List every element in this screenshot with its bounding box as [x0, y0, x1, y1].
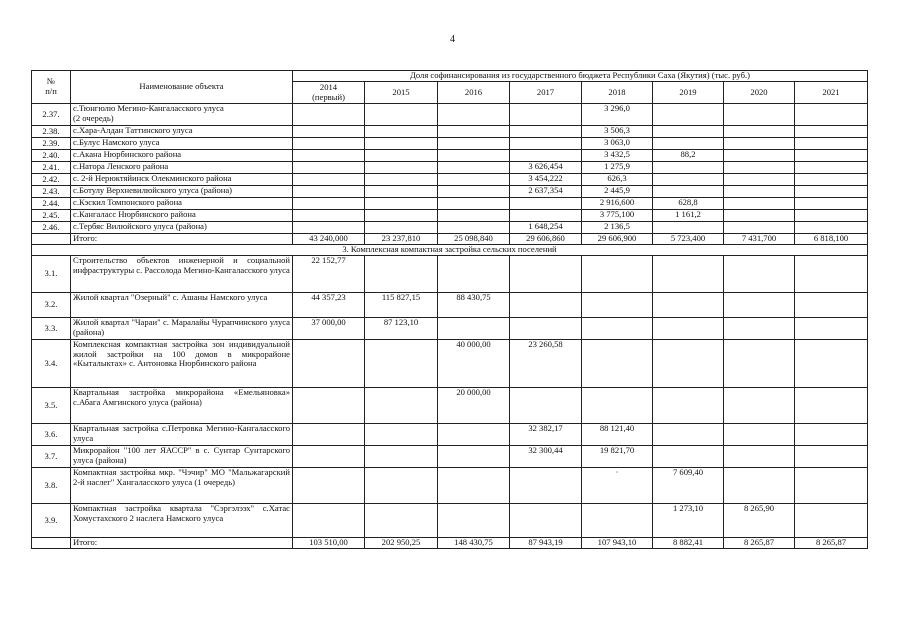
- header-year: 2019: [653, 82, 724, 104]
- row-number: 2.44.: [32, 198, 71, 210]
- table-row: [32, 340, 868, 388]
- row-value: 44 357,23: [293, 293, 365, 318]
- row-value: 32 300,44: [510, 446, 582, 468]
- row-value: [653, 340, 724, 388]
- row-value: [510, 504, 582, 538]
- table-row: [32, 293, 868, 318]
- row-value: [438, 318, 510, 340]
- total-value: 87 943,19: [510, 538, 582, 549]
- row-value: [365, 104, 438, 126]
- row-value: [653, 424, 724, 446]
- row-name: с.Булус Намского улуса: [71, 138, 293, 150]
- row-value: [365, 198, 438, 210]
- row-value: [293, 388, 365, 424]
- row-value: [795, 424, 868, 446]
- row-value: [724, 126, 795, 138]
- row-number: 3.1.: [32, 256, 71, 293]
- table-row: [32, 468, 868, 504]
- row-value: [365, 256, 438, 293]
- row-value: 1 275,9: [582, 162, 653, 174]
- row-number: 3.5.: [32, 388, 71, 424]
- row-value: [438, 424, 510, 446]
- row-value: [795, 162, 868, 174]
- row-name: с.Кэскил Томпонского района: [71, 198, 293, 210]
- row-value: [365, 210, 438, 222]
- row-value: [293, 138, 365, 150]
- row-value: 115 827,15: [365, 293, 438, 318]
- row-name: с.Акана Нюрбинского района: [71, 150, 293, 162]
- row-value: [510, 126, 582, 138]
- row-value: [365, 504, 438, 538]
- total-value: 43 240,000: [293, 234, 365, 245]
- row-value: [438, 222, 510, 234]
- row-value: [795, 293, 868, 318]
- row-value: 3 296,0: [582, 104, 653, 126]
- row-value: [293, 162, 365, 174]
- header-name: Наименование объекта: [71, 71, 293, 104]
- header-year: 2021: [795, 82, 868, 104]
- row-value: 20 000,00: [438, 388, 510, 424]
- row-value: [438, 162, 510, 174]
- row-value: [438, 186, 510, 198]
- row-value: [438, 198, 510, 210]
- table-row: [32, 174, 868, 186]
- row-value: [795, 468, 868, 504]
- total-value: 5 723,400: [653, 234, 724, 245]
- row-value: ·: [582, 468, 653, 504]
- row-value: 19 821,70: [582, 446, 653, 468]
- row-value: [293, 198, 365, 210]
- section-title-row: [32, 245, 868, 256]
- total-value: 29 606,900: [582, 234, 653, 245]
- row-value: [510, 388, 582, 424]
- row-name: с.Тербяс Вилюйского улуса (района): [71, 222, 293, 234]
- row-value: [724, 293, 795, 318]
- total-value: 103 510,00: [293, 538, 365, 549]
- row-value: [510, 150, 582, 162]
- row-number: 2.42.: [32, 174, 71, 186]
- row-number: 2.43.: [32, 186, 71, 198]
- row-value: [365, 186, 438, 198]
- total-value: 23 237,810: [365, 234, 438, 245]
- table-row: [32, 138, 868, 150]
- total-value: 202 950,25: [365, 538, 438, 549]
- row-value: [510, 468, 582, 504]
- row-value: [653, 318, 724, 340]
- row-value: [653, 446, 724, 468]
- row-number: 3.8.: [32, 468, 71, 504]
- row-value: [653, 293, 724, 318]
- header-group: Доля софинансирования из государственного бюджета Республики Саха (Якутия) (тыс. руб.): [293, 71, 868, 82]
- row-value: [510, 318, 582, 340]
- table-row: [32, 504, 868, 538]
- row-name: Квартальная застройка микрорайона «Емельяновка» с.Абага Амгинского улуса (района): [71, 388, 293, 424]
- row-value: 23 260,58: [510, 340, 582, 388]
- total-value: 29 606,860: [510, 234, 582, 245]
- row-value: [795, 150, 868, 162]
- row-value: [724, 162, 795, 174]
- total-row: [32, 538, 868, 549]
- header-year: 2018: [582, 82, 653, 104]
- row-value: [293, 150, 365, 162]
- row-name: с.Хара-Алдан Таттинского улуса: [71, 126, 293, 138]
- row-value: [582, 388, 653, 424]
- total-value: 148 430,75: [438, 538, 510, 549]
- row-value: 3 454,222: [510, 174, 582, 186]
- row-value: [438, 210, 510, 222]
- row-name: с.Кангаласс Нюрбинского района: [71, 210, 293, 222]
- row-value: [438, 446, 510, 468]
- row-value: [365, 162, 438, 174]
- total-value: 8 265,87: [795, 538, 868, 549]
- row-value: [795, 186, 868, 198]
- row-value: [653, 162, 724, 174]
- row-value: [724, 198, 795, 210]
- header-year: 2015: [365, 82, 438, 104]
- row-value: [365, 150, 438, 162]
- row-value: [582, 318, 653, 340]
- row-value: [724, 318, 795, 340]
- row-value: [724, 222, 795, 234]
- row-value: [365, 174, 438, 186]
- row-value: 2 445,9: [582, 186, 653, 198]
- cofinancing-table: [31, 70, 868, 549]
- row-value: [795, 210, 868, 222]
- row-value: [724, 186, 795, 198]
- table-row: [32, 222, 868, 234]
- row-value: [795, 446, 868, 468]
- table-row: [32, 150, 868, 162]
- row-value: [653, 138, 724, 150]
- row-name: Квартальная застройка с.Петровка Мегино-Кангаласского улуса: [71, 424, 293, 446]
- row-value: [293, 104, 365, 126]
- row-value: [724, 468, 795, 504]
- row-value: [510, 210, 582, 222]
- row-name: Комплексная компактная застройка зон индивидуальной жилой застройки на 100 домов в микрорайоне «Кыталыктах» с. Антоновка Нюрбинского района: [71, 340, 293, 388]
- row-value: [795, 138, 868, 150]
- row-value: [724, 424, 795, 446]
- total-value: 6 818,100: [795, 234, 868, 245]
- row-value: [293, 186, 365, 198]
- row-number: 2.38.: [32, 126, 71, 138]
- row-value: 2 136,5: [582, 222, 653, 234]
- row-value: [653, 222, 724, 234]
- total-value: 7 431,700: [724, 234, 795, 245]
- row-value: [438, 468, 510, 504]
- row-value: [653, 126, 724, 138]
- row-value: [724, 104, 795, 126]
- row-name: Компактная застройка мкр. "Чэчир" МО "Мальжагарский 2-й наслег" Хангаласского улуса (1 очередь): [71, 468, 293, 504]
- section-title: 3. Комплексная компактная застройка сельских поселений: [32, 245, 868, 256]
- row-value: [653, 104, 724, 126]
- row-value: [365, 126, 438, 138]
- row-value: [653, 388, 724, 424]
- row-value: 37 000,00: [293, 318, 365, 340]
- total-label: Итого:: [71, 234, 293, 245]
- total-row: [32, 234, 868, 245]
- total-label: Итого:: [71, 538, 293, 549]
- table-row: [32, 318, 868, 340]
- row-value: 3 432,5: [582, 150, 653, 162]
- row-number: 2.37.: [32, 104, 71, 126]
- row-value: 628,8: [653, 198, 724, 210]
- total-value: 25 098,840: [438, 234, 510, 245]
- row-value: [795, 198, 868, 210]
- row-number: 2.41.: [32, 162, 71, 174]
- row-value: 3 775,100: [582, 210, 653, 222]
- table-row: [32, 256, 868, 293]
- row-value: [795, 126, 868, 138]
- row-number: 2.45.: [32, 210, 71, 222]
- table-row: [32, 210, 868, 222]
- row-value: [724, 388, 795, 424]
- row-number: 3.2.: [32, 293, 71, 318]
- row-value: [795, 504, 868, 538]
- row-value: [795, 340, 868, 388]
- row-name: с.Натора Ленского района: [71, 162, 293, 174]
- header-num: № п/п: [32, 71, 71, 104]
- row-value: 40 000,00: [438, 340, 510, 388]
- table-row: [32, 424, 868, 446]
- row-number: 3.6.: [32, 424, 71, 446]
- row-value: 626,3: [582, 174, 653, 186]
- table-row: [32, 446, 868, 468]
- row-value: [293, 174, 365, 186]
- row-value: [653, 186, 724, 198]
- row-value: 88 430,75: [438, 293, 510, 318]
- row-value: [438, 256, 510, 293]
- row-name: Строительство объектов инженерной и социальной инфраструктуры с. Рассолода Мегино-Кангаласского улуса: [71, 256, 293, 293]
- row-value: [724, 174, 795, 186]
- row-value: [724, 446, 795, 468]
- row-value: 8 265,90: [724, 504, 795, 538]
- row-number: 2.46.: [32, 222, 71, 234]
- row-value: [365, 446, 438, 468]
- row-value: [438, 104, 510, 126]
- table-row: [32, 388, 868, 424]
- row-value: [653, 174, 724, 186]
- row-value: [724, 340, 795, 388]
- row-value: [365, 388, 438, 424]
- row-value: 87 123,10: [365, 318, 438, 340]
- total-num-empty: [32, 234, 71, 245]
- row-value: 3 626,454: [510, 162, 582, 174]
- row-number: 3.3.: [32, 318, 71, 340]
- row-value: [510, 138, 582, 150]
- row-value: [724, 210, 795, 222]
- table-row: [32, 126, 868, 138]
- row-value: [438, 174, 510, 186]
- row-value: [795, 256, 868, 293]
- row-value: [724, 150, 795, 162]
- row-value: [582, 340, 653, 388]
- row-value: 1 648,254: [510, 222, 582, 234]
- row-value: [293, 446, 365, 468]
- header-year: 2014 (первый): [293, 82, 365, 104]
- header-year: 2017: [510, 82, 582, 104]
- table-body: [32, 104, 868, 549]
- table-row: [32, 186, 868, 198]
- row-value: 88,2: [653, 150, 724, 162]
- row-value: [293, 222, 365, 234]
- row-value: [795, 174, 868, 186]
- row-value: [293, 468, 365, 504]
- row-value: [365, 468, 438, 504]
- row-name: с.Ботулу Верхневилюйского улуса (района): [71, 186, 293, 198]
- row-value: [438, 126, 510, 138]
- page-number: 4: [450, 34, 455, 45]
- row-value: [365, 222, 438, 234]
- table-row: [32, 104, 868, 126]
- total-value: 8 265,87: [724, 538, 795, 549]
- row-value: [365, 424, 438, 446]
- row-value: 7 609,40: [653, 468, 724, 504]
- row-value: [293, 424, 365, 446]
- row-value: 2 916,600: [582, 198, 653, 210]
- row-value: [293, 210, 365, 222]
- row-value: [795, 388, 868, 424]
- row-value: [510, 104, 582, 126]
- row-number: 2.39.: [32, 138, 71, 150]
- row-value: [795, 318, 868, 340]
- row-number: 3.7.: [32, 446, 71, 468]
- row-value: [365, 138, 438, 150]
- row-value: [293, 340, 365, 388]
- row-value: [510, 256, 582, 293]
- row-value: [510, 198, 582, 210]
- row-value: 32 382,17: [510, 424, 582, 446]
- row-value: [795, 104, 868, 126]
- row-value: 1 273,10: [653, 504, 724, 538]
- row-value: [293, 126, 365, 138]
- row-value: 88 121,40: [582, 424, 653, 446]
- row-value: [438, 138, 510, 150]
- row-value: 3 506,3: [582, 126, 653, 138]
- row-name: с.Тюнгюлю Мегино-Кангаласского улуса (2 очередь): [71, 104, 293, 126]
- row-value: [653, 256, 724, 293]
- row-value: [582, 256, 653, 293]
- table-row: [32, 198, 868, 210]
- row-number: 3.4.: [32, 340, 71, 388]
- row-value: [724, 256, 795, 293]
- row-value: [510, 293, 582, 318]
- row-value: [438, 150, 510, 162]
- row-value: 1 161,2: [653, 210, 724, 222]
- table-header: [32, 71, 868, 104]
- total-value: 8 882,41: [653, 538, 724, 549]
- row-value: 2 637,354: [510, 186, 582, 198]
- row-name: Микрорайон "100 лет ЯАССР" в с. Сунтар Сунтарского улуса (района): [71, 446, 293, 468]
- header-year: 2016: [438, 82, 510, 104]
- row-value: [795, 222, 868, 234]
- row-number: 2.40.: [32, 150, 71, 162]
- row-name: с. 2-й Нерюктяйинск Олекминского района: [71, 174, 293, 186]
- table-row: [32, 162, 868, 174]
- row-value: [365, 340, 438, 388]
- row-value: [438, 504, 510, 538]
- row-value: [582, 293, 653, 318]
- row-name: Жилой квартал "Озерный" с. Ашаны Намского улуса: [71, 293, 293, 318]
- row-value: [582, 504, 653, 538]
- row-name: Компактная застройка квартала "Сэргэлээх" с.Хатас Хомустахского 2 наслега Намского улуса: [71, 504, 293, 538]
- total-num-empty: [32, 538, 71, 549]
- total-value: 107 943,10: [582, 538, 653, 549]
- header-year: 2020: [724, 82, 795, 104]
- row-value: [293, 504, 365, 538]
- row-name: Жилой квартал "Чараи" с. Маралайы Чурапчинского улуса (района): [71, 318, 293, 340]
- row-number: 3.9.: [32, 504, 71, 538]
- row-value: 22 152,77: [293, 256, 365, 293]
- row-value: 3 063,0: [582, 138, 653, 150]
- row-value: [724, 138, 795, 150]
